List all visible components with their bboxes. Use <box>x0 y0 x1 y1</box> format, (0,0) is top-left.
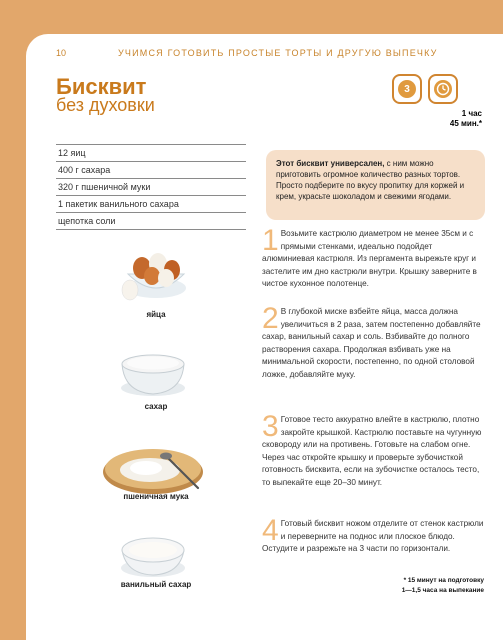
vanilla-sugar-caption: ванильный сахар <box>120 580 192 589</box>
step-number: 2 <box>262 302 279 335</box>
servings-icon: 3 <box>398 80 416 98</box>
step-3 <box>262 410 484 489</box>
time-badge <box>428 74 458 104</box>
ingredient-item: щепотка соли <box>56 212 246 230</box>
flour-photo <box>98 428 208 500</box>
step-text: Готовое тесто аккуратно влейте в кастрюлю, плотно закройте крышкой. Кастрюлю поставьте на чугунную сковороду или на противень. Готовьте на слабом огне. Через час откройте крышку и проверьте зубочисткой готовность бисквита, если на зубочистке осталось тесто, то выпекайте еще 20–30 минут. <box>262 415 482 487</box>
step-2 <box>262 302 484 381</box>
note-lead: Этот бисквит универсален, <box>276 159 385 168</box>
ingredient-item: 1 пакетик ванильного сахара <box>56 195 246 212</box>
cooking-time: 1 час 45 мин.* <box>449 109 482 128</box>
vanilla-sugar-photo <box>116 522 190 582</box>
eggs-caption: яйца <box>146 310 166 319</box>
running-title: УЧИМСЯ ГОТОВИТЬ ПРОСТЫЕ ТОРТЫ И ДРУГУЮ ВЫПЕЧКУ <box>118 48 438 58</box>
step-number: 1 <box>262 224 279 257</box>
ingredient-item: 400 г сахара <box>56 161 246 178</box>
step-text: Готовый бисквит ножом отделите от стенок кастрюли и переверните на поднос или плоское блюдо. Остудите и разрежьте на 3 части по горизонтали. <box>262 519 484 553</box>
step-number: 4 <box>262 514 279 547</box>
flour-caption: пшеничная мука <box>123 492 189 501</box>
clock-icon <box>434 80 452 98</box>
recipe-note <box>266 150 485 220</box>
sugar-caption: сахар <box>144 402 168 411</box>
step-text: Возьмите кастрюлю диаметром не менее 35см и с прямыми стенками, идеально подойдет алюминиевая кастрюля. Из пергамента вырежьте круг и застелите им дно кастрюли внутри. Крышку заверните в чистое кухонное полотенце. <box>262 229 477 288</box>
sugar-photo <box>116 340 190 400</box>
footnote: * 15 минут на подготовку 1—1,5 часа на выпекание <box>401 577 484 594</box>
ingredient-item: 320 г пшеничной муки <box>56 178 246 195</box>
ingredients-list <box>56 144 246 230</box>
recipe-title: Бисквит <box>56 74 147 99</box>
ingredient-item: 12 яиц <box>56 144 246 161</box>
note-text: с ним можно приготовить огромное количество разных тортов. Просто подберите по вкусу пропитку для коржей и крем, украсьте шоколадом и свежими ягодами. <box>276 159 465 201</box>
eggs-photo <box>116 240 190 302</box>
step-4 <box>262 514 484 556</box>
servings-badge <box>392 74 422 104</box>
step-number: 3 <box>262 410 279 443</box>
page-number: 10 <box>56 48 67 58</box>
step-text: В глубокой миске взбейте яйца, масса должна увеличиться в 2 раза, затем постепенно добавляйте сахар, ванильный сахар и соль. Взбивайте до полного растворения сахара. Продолжая взбивать уже на минимальной скорости, постепенно, по одной столовой ложке, добавляйте муку. <box>262 307 481 379</box>
book-page <box>26 34 503 640</box>
step-1 <box>262 224 484 291</box>
recipe-subtitle: без духовки <box>56 95 155 115</box>
